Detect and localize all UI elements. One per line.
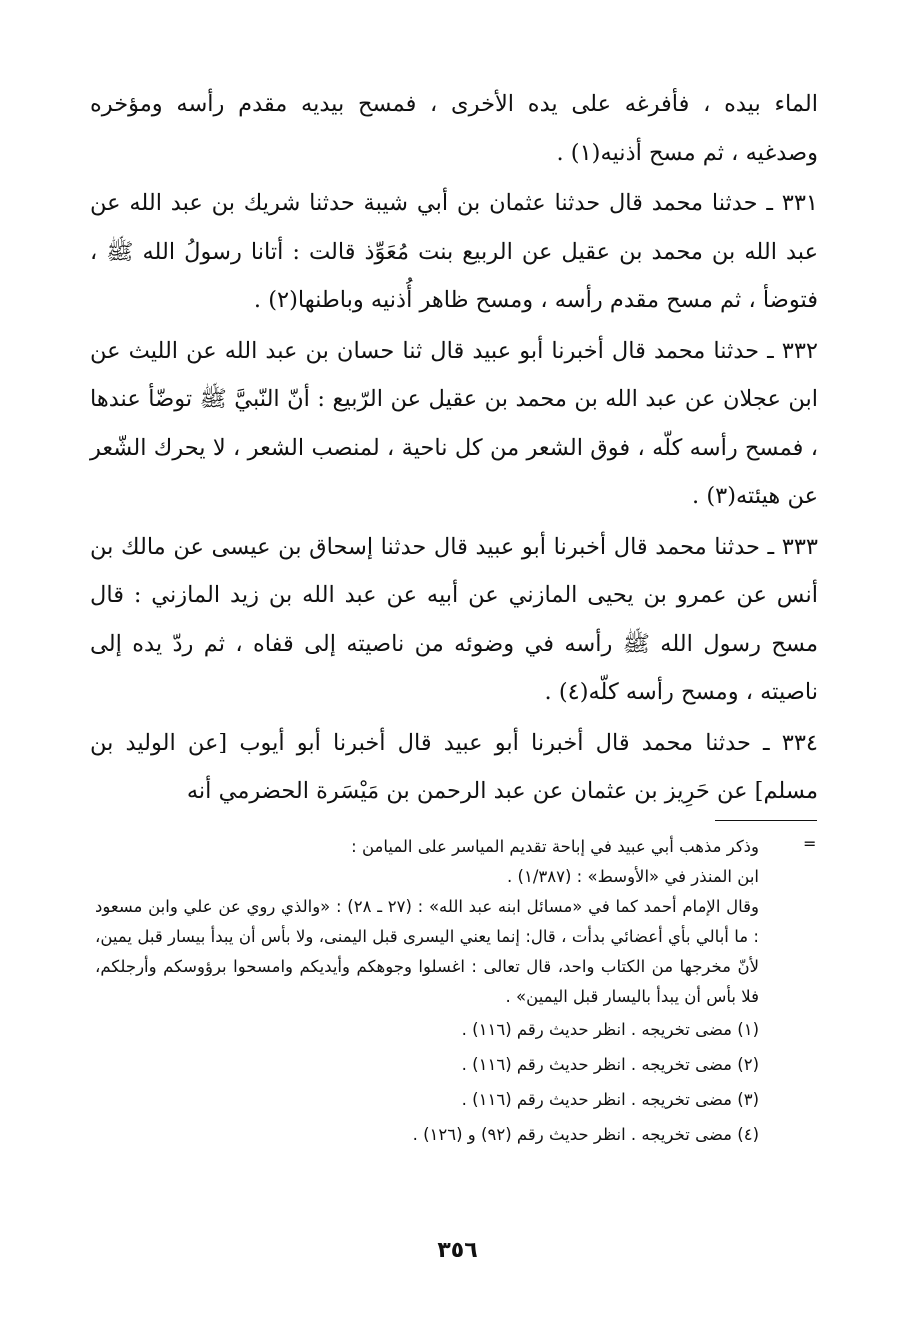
footnote-divider [715,820,817,821]
footnote-ibn-mundhir: ابن المنذر في «الأوسط» : (١/٣٨٧) . [507,867,759,886]
footnote-4: (٤) مضى تخريجه . انظر حديث رقم (٩٢) و (١٢٦) . [412,1125,759,1144]
hadith-333: ٣٣٣ ـ حدثنا محمد قال أخبرنا أبو عبيد قال حدثنا إسحاق بن عيسى عن مالك بن أنس عن عمرو بن يحيى المازني عن أبيه عن عبد الله بن زيد المازني : قال مسح رسول الله ﷺ رأسه في وضوئه من ناصيته إلى قفاه ، ثم ردّ يده إلى ناصيته ، ومسح رأسه كلّه(٤) . [90,533,818,705]
footnote-continuation-mark: = [803,834,817,853]
main-text [90,80,818,816]
paragraph-continuation: الماء بيده ، فأفرغه على يده الأخرى ، فمسح بيديه مقدم رأسه ومؤخره وصدغيه ، ثم مسح أذنيه(١) . [90,91,818,166]
footnote-3: (٣) مضى تخريجه . انظر حديث رقم (١١٦) . [461,1090,759,1109]
footnote-2: (٢) مضى تخريجه . انظر حديث رقم (١١٦) . [461,1055,759,1074]
page-number: ٣٥٦ [437,1238,478,1263]
hadith-334: ٣٣٤ ـ حدثنا محمد قال أخبرنا أبو عبيد قال أخبرنا أبو أيوب [عن الوليد بن مسلم] عن حَرِيز بن عثمان عن عبد الرحمن بن مَيْسَرة الحضرمي أنه [90,729,818,804]
hadith-332: ٣٣٢ ـ حدثنا محمد قال أخبرنا أبو عبيد قال ثنا حسان بن عبد الله عن الليث عن ابن عجلان عن عبد الله بن محمد بن عقيل عن الرّبيع : أنّ النّبيَّ ﷺ توضّأ عندها ، فمسح رأسه كلّه ، فوق الشعر من كل ناحية ، لمنصب الشعر ، لا يحرك الشّعر عن هيئته(٣) . [90,337,818,509]
hadith-331: ٣٣١ ـ حدثنا محمد قال حدثنا عثمان بن أبي شيبة حدثنا شريك بن عبد الله عن عبد الله بن محمد بن عقيل عن الربيع بنت مُعَوِّذ قالت : أتانا رسولُ الله ﷺ ، فتوضأ ، ثم مسح مقدم رأسه ، ومسح ظاهر أُذنيه وباطنها(٢) . [90,190,818,313]
footnote-ahmad: وقال الإمام أحمد كما في «مسائل ابنه عبد الله» : (٢٧ ـ ٢٨) : «والذي روي عن علي وابن مسعود : ما أبالي بأي أعضائي بدأت ، قال: إنما يعني اليسرى قبل اليمنى، ولا بأس أن يبدأ بيسار قبل يمين، لأنّ مخرجها من الكتاب واحد، قال تعالى : اغسلوا وجوهكم وأيديكم وامسحوا برؤوسكم وأرجلكم، فلا بأس أن يبدأ باليسار قبل اليمين» . [95,897,760,1006]
footnote-1: (١) مضى تخريجه . انظر حديث رقم (١١٦) . [461,1020,759,1039]
footnote-intro: وذكر مذهب أبي عبيد في إباحة تقديم المياسر على الميامن : [351,837,759,856]
footnotes [95,832,815,1152]
